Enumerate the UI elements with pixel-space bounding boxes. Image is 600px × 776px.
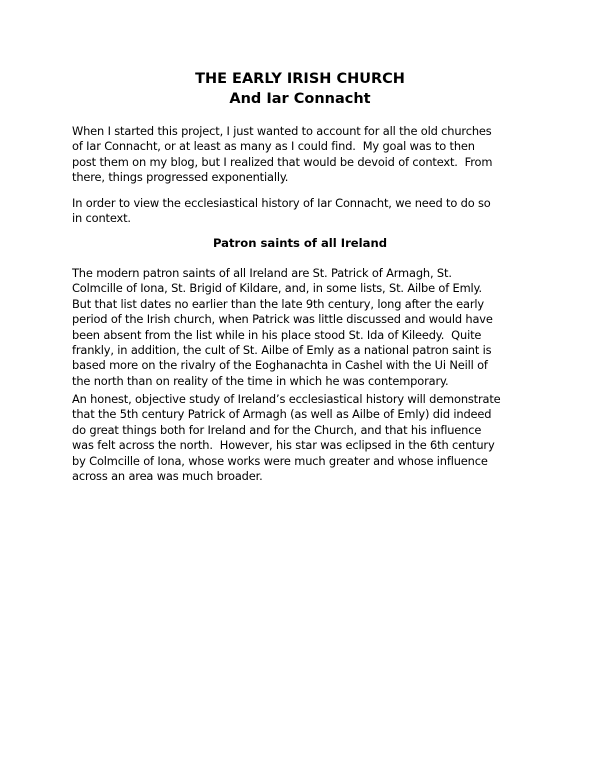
text-line: The modern patron saints of all Ireland are St. Patrick of Armagh, St. xyxy=(72,266,452,280)
text-line: frankly, in addition, the cult of St. Ailbe of Emly as a national patron saint is xyxy=(72,343,492,358)
text-line: When I started this project, I just wanted to account for all the old churches xyxy=(72,124,492,138)
text-line: Colmcille of Iona, St. Brigid of Kildare, and, in some lists, St. Ailbe of Emly. xyxy=(72,281,482,296)
text-line: An honest, objective study of Ireland’s ecclesiastical history will demonstrate xyxy=(72,392,501,406)
text-line: across an area was much broader. xyxy=(72,469,263,484)
section-heading: Patron saints of all Ireland xyxy=(212,236,388,250)
paragraph-patron-saints xyxy=(72,266,532,389)
text-line: in context. xyxy=(72,211,131,226)
document-subtitle: And Iar Connacht xyxy=(229,91,371,107)
text-line: period of the Irish church, when Patrick was little discussed and would have xyxy=(72,312,493,327)
text-line: do great things both for Ireland and for the Church, and that his influence xyxy=(72,422,482,437)
paragraph-honest-study xyxy=(72,392,532,484)
text-line: that the 5th century Patrick of Armagh (as well as Ailbe of Emly) did indeed xyxy=(72,407,492,422)
text-line: there, things progressed exponentially. xyxy=(72,170,289,185)
text-line: was felt across the north. However, his star was eclipsed in the 6th century xyxy=(72,438,495,453)
text-line: of Iar Connacht, or at least as many as I could find. My goal was to then xyxy=(72,139,475,154)
paragraph-intro xyxy=(72,124,532,186)
paragraph-context xyxy=(72,196,532,227)
document-title: THE EARLY IRISH CHURCH xyxy=(195,71,405,87)
text-line: post them on my blog, but I realized that would be devoid of context. From xyxy=(72,154,493,169)
text-line: the north than on reality of the time in which he was contemporary. xyxy=(72,373,449,388)
text-line: In order to view the ecclesiastical history of Iar Connacht, we need to do so xyxy=(72,196,491,210)
text-line: by Colmcille of Iona, whose works were much greater and whose influence xyxy=(72,453,488,468)
text-line: been absent from the list while in his place stood St. Ida of Kileedy. Quite xyxy=(72,327,482,342)
text-line: based more on the rivalry of the Eoghanachta in Cashel with the Ui Neill of xyxy=(72,358,488,373)
text-line: But that list dates no earlier than the late 9th century, long after the early xyxy=(72,296,485,311)
